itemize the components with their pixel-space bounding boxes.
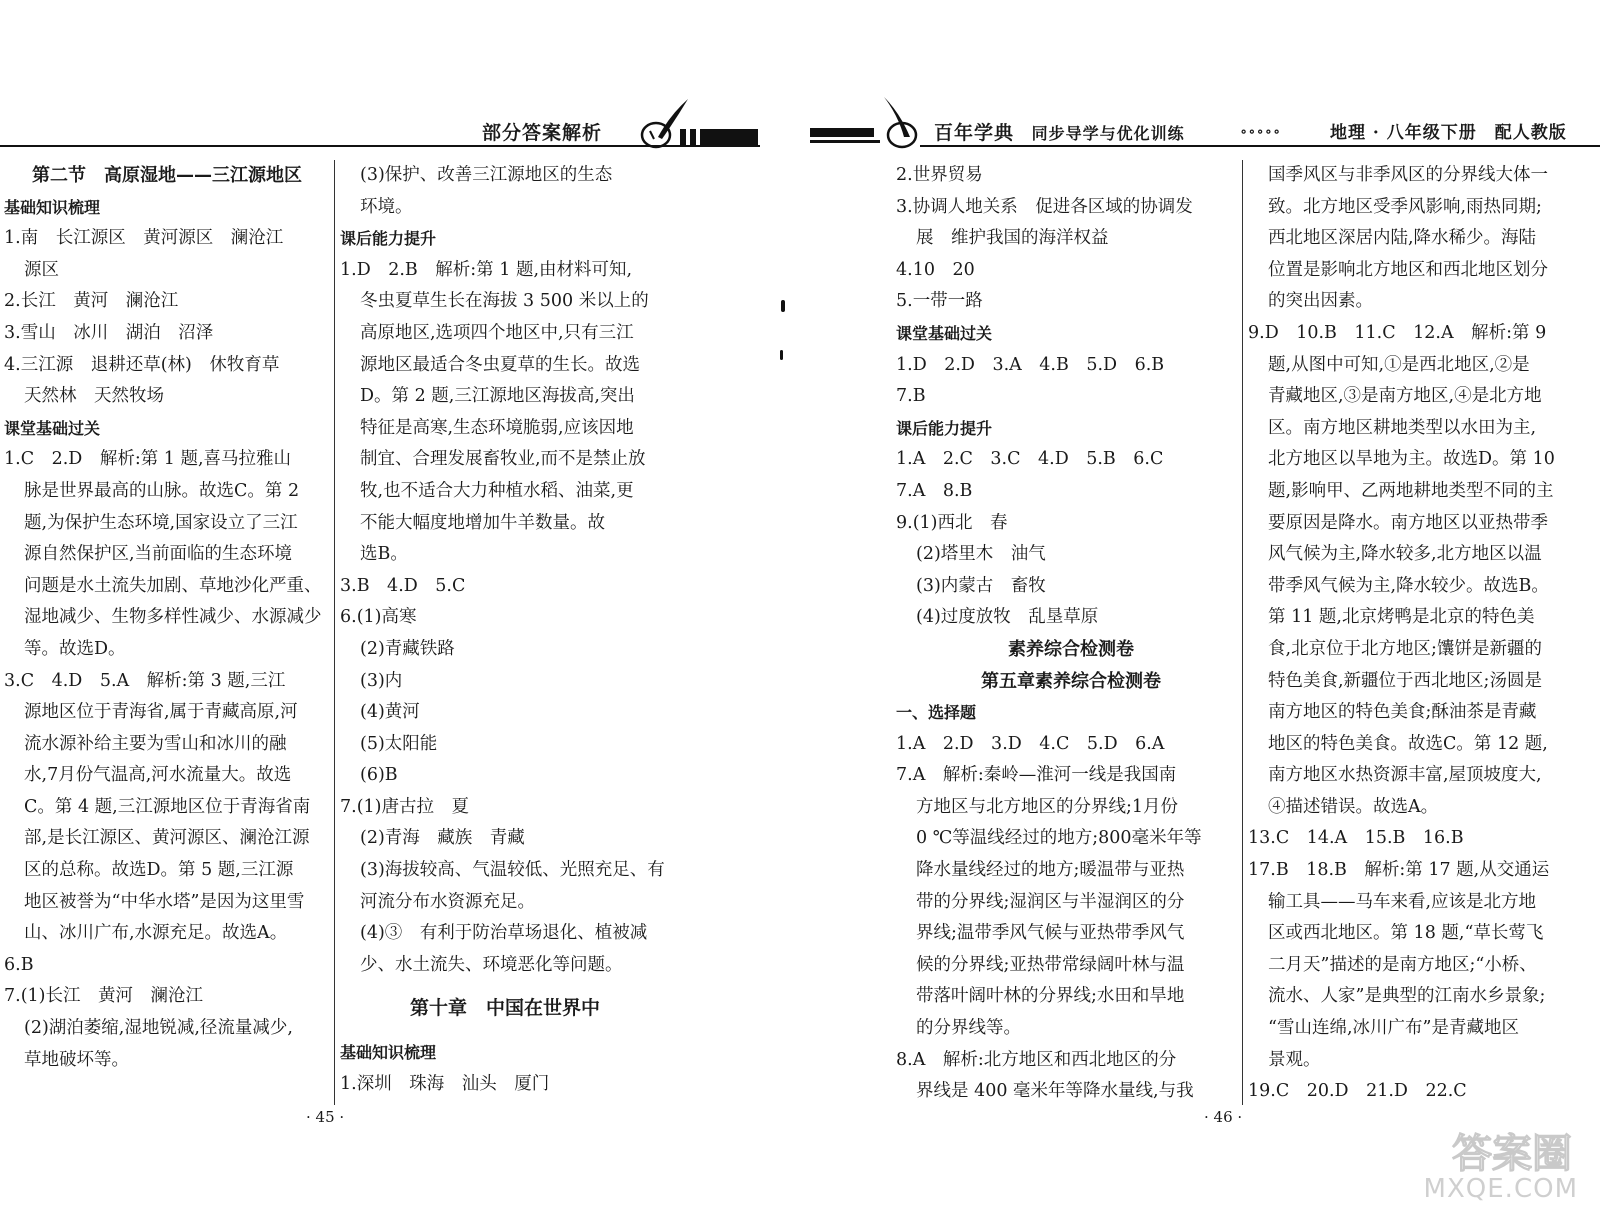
page-number: · 46 ·	[1204, 1108, 1243, 1126]
text-line: 5.一带一路	[896, 291, 983, 312]
text-line: 河流分布水资源充足。	[360, 891, 535, 912]
text-line: 脉是世界最高的山脉。故选C。第 2	[24, 480, 300, 501]
text-line: 3.B 4.D 5.C	[340, 575, 466, 596]
text-line: 源地区最适合冬虫夏草的生长。故选	[360, 354, 640, 375]
text-line: 二月天”描述的是南方地区;“小桥、	[1268, 954, 1537, 975]
text-line: 西北地区深居内陆,降水稀少。海陆	[1268, 228, 1537, 249]
watermark-big-text: 答案圈	[1452, 1131, 1572, 1177]
text-line: 区的总称。故选D。第 5 题,三江源	[24, 860, 294, 881]
text-line: 南方地区的特色美食;酥油茶是青藏	[1268, 702, 1537, 723]
text-line: 风气候为主,降水较多,北方地区以温	[1268, 544, 1542, 565]
text-line: 基础知识梳理	[340, 1043, 437, 1063]
text-line: (2)青海 藏族 青藏	[360, 828, 525, 849]
text-line: 1.D 2.B 解析:第 1 题,由材料可知,	[340, 259, 633, 280]
text-line: 景观。	[1268, 1049, 1321, 1070]
text-line: 等。故选D。	[24, 638, 126, 659]
scan-mark	[781, 300, 785, 312]
text-line: 北方地区以旱地为主。故选D。第 10	[1268, 449, 1555, 470]
text-line: 降水量线经过的地方;暖温带与亚热	[916, 860, 1185, 881]
text-line: 湿地减少、生物多样性减少、水源减少	[24, 607, 322, 628]
text-line: 第二节 高原湿地——三江源地区	[32, 165, 302, 186]
header-rule	[920, 145, 1600, 147]
text-line: 地区被誉为“中华水塔”是因为这里雪	[24, 891, 305, 912]
text-line: 素养综合检测卷	[1008, 638, 1134, 660]
text-line: 7.A 8.B	[896, 480, 973, 501]
text-line: 区或西北地区。第 18 题,“草长莺飞	[1268, 923, 1544, 944]
text-line: 源自然保护区,当前面临的生态环境	[24, 544, 293, 565]
text-line: (3)内	[360, 670, 403, 691]
text-line: 9.D 10.B 11.C 12.A 解析:第 9	[1248, 322, 1547, 343]
text-line: 输工具——马车来看,应该是北方地	[1268, 891, 1537, 912]
text-line: 3.协调人地关系 促进各区域的协调发	[896, 196, 1193, 217]
quill-icon	[636, 95, 696, 155]
watermark-logo	[1412, 1122, 1582, 1204]
page-header-title: 部分答案解析	[482, 122, 603, 144]
text-line: 课堂基础过关	[896, 323, 993, 343]
text-line: 8.A 解析:北方地区和西北地区的分	[896, 1049, 1177, 1070]
page-number: · 45 ·	[306, 1108, 345, 1126]
text-line: C。第 4 题,三江源地区位于青海省南	[24, 796, 311, 817]
text-line: ④描述错误。故选A。	[1268, 796, 1439, 817]
text-line: 少、水土流失、环境恶化等问题。	[360, 954, 623, 975]
text-line: 19.C 20.D 21.D 22.C	[1248, 1081, 1467, 1102]
subject-label: 地理 · 八年级下册 配人教版	[1330, 123, 1567, 143]
text-line: 致。北方地区受季风影响,雨热同期;	[1268, 196, 1542, 217]
text-line: 4.三江源 退耕还草(林) 休牧育草	[4, 354, 280, 375]
text-line: 第 11 题,北京烤鸭是北京的特色美	[1268, 607, 1535, 628]
text-line: 问题是水土流失加剧、草地沙化严重、	[24, 575, 322, 596]
right-column-2	[1248, 160, 1594, 1108]
text-line: 1.南 长江源区 黄河源区 澜沧江	[4, 228, 284, 249]
text-line: 4.10 20	[896, 259, 975, 280]
text-line: 国季风区与非季风区的分界线大体一	[1268, 165, 1548, 185]
text-line: 候的分界线;亚热带常绿阔叶林与温	[916, 954, 1185, 975]
text-line: 制宜、合理发展畜牧业,而不是禁止放	[360, 449, 646, 470]
text-line: 0 ℃等温线经过的地方;800毫米年等	[916, 828, 1202, 849]
text-line: 3.C 4.D 5.A 解析:第 3 题,三江	[4, 670, 286, 691]
text-line: 要原因是降水。南方地区以亚热带季	[1268, 512, 1548, 533]
text-line: 的分界线等。	[916, 1018, 1021, 1039]
header-dots: ∘∘∘∘∘	[1240, 124, 1282, 140]
left-column-2	[340, 160, 670, 1100]
header-bar-tick	[690, 129, 696, 145]
text-line: 地区的特色美食。故选C。第 12 题,	[1268, 733, 1548, 754]
text-line: 天然林 天然牧场	[24, 386, 164, 407]
column-divider	[334, 160, 335, 1105]
text-line: 草地破坏等。	[24, 1049, 129, 1070]
text-line: (2)塔里木 油气	[916, 544, 1046, 565]
text-line: (4)过度放牧 乱垦草原	[916, 607, 1099, 628]
text-line: 不能大幅度地增加牛羊数量。故	[360, 512, 605, 533]
text-line: 一、选择题	[896, 703, 977, 723]
text-line: 13.C 14.A 15.B 16.B	[1248, 828, 1464, 849]
text-line: 带的分界线;湿润区与半湿润区的分	[916, 891, 1185, 912]
text-line: 6.B	[4, 954, 34, 975]
right-page	[810, 0, 1600, 1226]
text-line: 带季风气候为主,降水较少。故选B。	[1268, 575, 1549, 596]
text-line: 冬虫夏草生长在海拔 3 500 米以上的	[360, 291, 649, 312]
text-line: D。第 2 题,三江源地区海拔高,突出	[360, 386, 635, 407]
text-line: 7.A 解析:秦岭—淮河一线是我国南	[896, 765, 1177, 786]
text-line: 第十章 中国在世界中	[409, 997, 600, 1020]
text-line: 牧,也不适合大力种植水稻、油菜,更	[360, 480, 634, 501]
text-line: 第五章素养综合检测卷	[981, 670, 1161, 692]
text-line: 课堂基础过关	[4, 418, 101, 438]
text-line: 选B。	[360, 544, 408, 565]
text-line: 9.(1)西北 春	[896, 512, 1008, 533]
text-line: 1.C 2.D 解析:第 1 题,喜马拉雅山	[4, 449, 292, 470]
text-line: (3)保护、改善三江源地区的生态	[360, 165, 613, 185]
text-line: 特色美食,新疆位于西北地区;汤圆是	[1268, 670, 1542, 691]
text-line: 1.深圳 珠海 汕头 厦门	[340, 1073, 550, 1094]
text-line: 7.B	[896, 386, 926, 407]
text-line: (2)湖泊萎缩,湿地锐减,径流量减少,	[24, 1018, 293, 1039]
text-line: 基础知识梳理	[4, 197, 101, 217]
text-line: 南方地区水热资源丰富,屋顶坡度大,	[1268, 765, 1542, 786]
text-line: 17.B 18.B 解析:第 17 题,从交通运	[1248, 860, 1550, 881]
right-column-1	[896, 160, 1246, 1108]
text-line: (4)黄河	[360, 702, 420, 723]
text-line: (6)B	[360, 765, 398, 786]
text-line: 部,是长江源区、黄河源区、澜沧江源	[24, 828, 310, 849]
text-line: 1.A 2.C 3.C 4.D 5.B 6.C	[896, 449, 1164, 470]
text-line: (2)青藏铁路	[360, 638, 455, 659]
text-line: 界线;温带季风气候与亚热带季风气	[916, 923, 1185, 944]
brand-name: 百年学典	[934, 122, 1015, 144]
left-column-1	[4, 160, 330, 1076]
text-line: 1.D 2.D 3.A 4.B 5.D 6.B	[896, 354, 1165, 375]
text-line: 流水、人家”是典型的江南水乡景象;	[1268, 986, 1546, 1007]
text-line: 6.(1)高寒	[340, 607, 417, 628]
text-line: 7.(1)唐古拉 夏	[340, 796, 469, 817]
header-bar-thin	[810, 140, 880, 143]
text-line: 界线是 400 毫米年等降水量线,与我	[916, 1081, 1194, 1102]
text-line: 方地区与北方地区的分界线;1月份	[916, 796, 1179, 817]
text-line: 山、冰川广布,水源充足。故选A。	[24, 923, 288, 944]
text-line: 源区	[24, 259, 59, 280]
text-line: 1.A 2.D 3.D 4.C 5.D 6.A	[896, 733, 1165, 754]
text-line: (4)③ 有利于防治草场退化、植被减	[360, 923, 648, 944]
text-line: 展 维护我国的海洋权益	[916, 228, 1109, 249]
text-line: 环境。	[360, 196, 413, 217]
header-bar-tick	[680, 129, 686, 145]
text-line: 3.雪山 冰川 湖泊 沼泽	[4, 322, 214, 343]
text-line: 带落叶阔叶林的分界线;水田和旱地	[916, 986, 1185, 1007]
text-line: 题,为保护生态环境,国家设立了三江	[24, 512, 298, 533]
text-line: 2.世界贸易	[896, 165, 983, 185]
text-line: 2.长江 黄河 澜沧江	[4, 291, 179, 312]
text-line: 水,7月份气温高,河水流量大。故选	[24, 765, 292, 786]
text-line: (3)内蒙古 畜牧	[916, 575, 1046, 596]
text-line: 的突出因素。	[1268, 291, 1373, 312]
series-name: 同步导学与优化训练	[1031, 124, 1185, 143]
text-line: 青藏地区,③是南方地区,④是北方地	[1268, 386, 1542, 407]
text-line: 区。南方地区耕地类型以水田为主,	[1268, 417, 1537, 438]
text-line: “雪山连绵,冰川广布”是青藏地区	[1268, 1018, 1519, 1039]
text-line: 流水源补给主要为雪山和冰川的融	[24, 733, 287, 754]
left-page	[0, 0, 790, 1226]
header-bar	[700, 129, 758, 145]
text-line: 课后能力提升	[896, 418, 993, 438]
text-line: 7.(1)长江 黄河 澜沧江	[4, 986, 203, 1007]
scan-mark	[780, 350, 783, 360]
text-line: 食,北京位于北方地区;馕饼是新疆的	[1268, 638, 1542, 659]
text-line: 课后能力提升	[340, 229, 437, 249]
watermark-url: MXQE.COM	[1423, 1174, 1578, 1204]
text-line: 题,从图中可知,①是西北地区,②是	[1268, 354, 1530, 375]
header-bar	[810, 128, 874, 137]
text-line: 特征是高寒,生态环境脆弱,应该因地	[360, 417, 634, 438]
text-line: 源地区位于青海省,属于青藏高原,河	[24, 702, 298, 723]
text-line: 高原地区,选项四个地区中,只有三江	[360, 322, 634, 343]
column-divider	[1242, 160, 1243, 1105]
text-line: 题,影响甲、乙两地耕地类型不同的主	[1268, 480, 1554, 501]
right-header-left	[934, 118, 1185, 145]
text-line: (3)海拔较高、气温较低、光照充足、有	[360, 860, 665, 881]
text-line: (5)太阳能	[360, 733, 438, 754]
text-line: 位置是影响北方地区和西北地区划分	[1268, 259, 1548, 280]
